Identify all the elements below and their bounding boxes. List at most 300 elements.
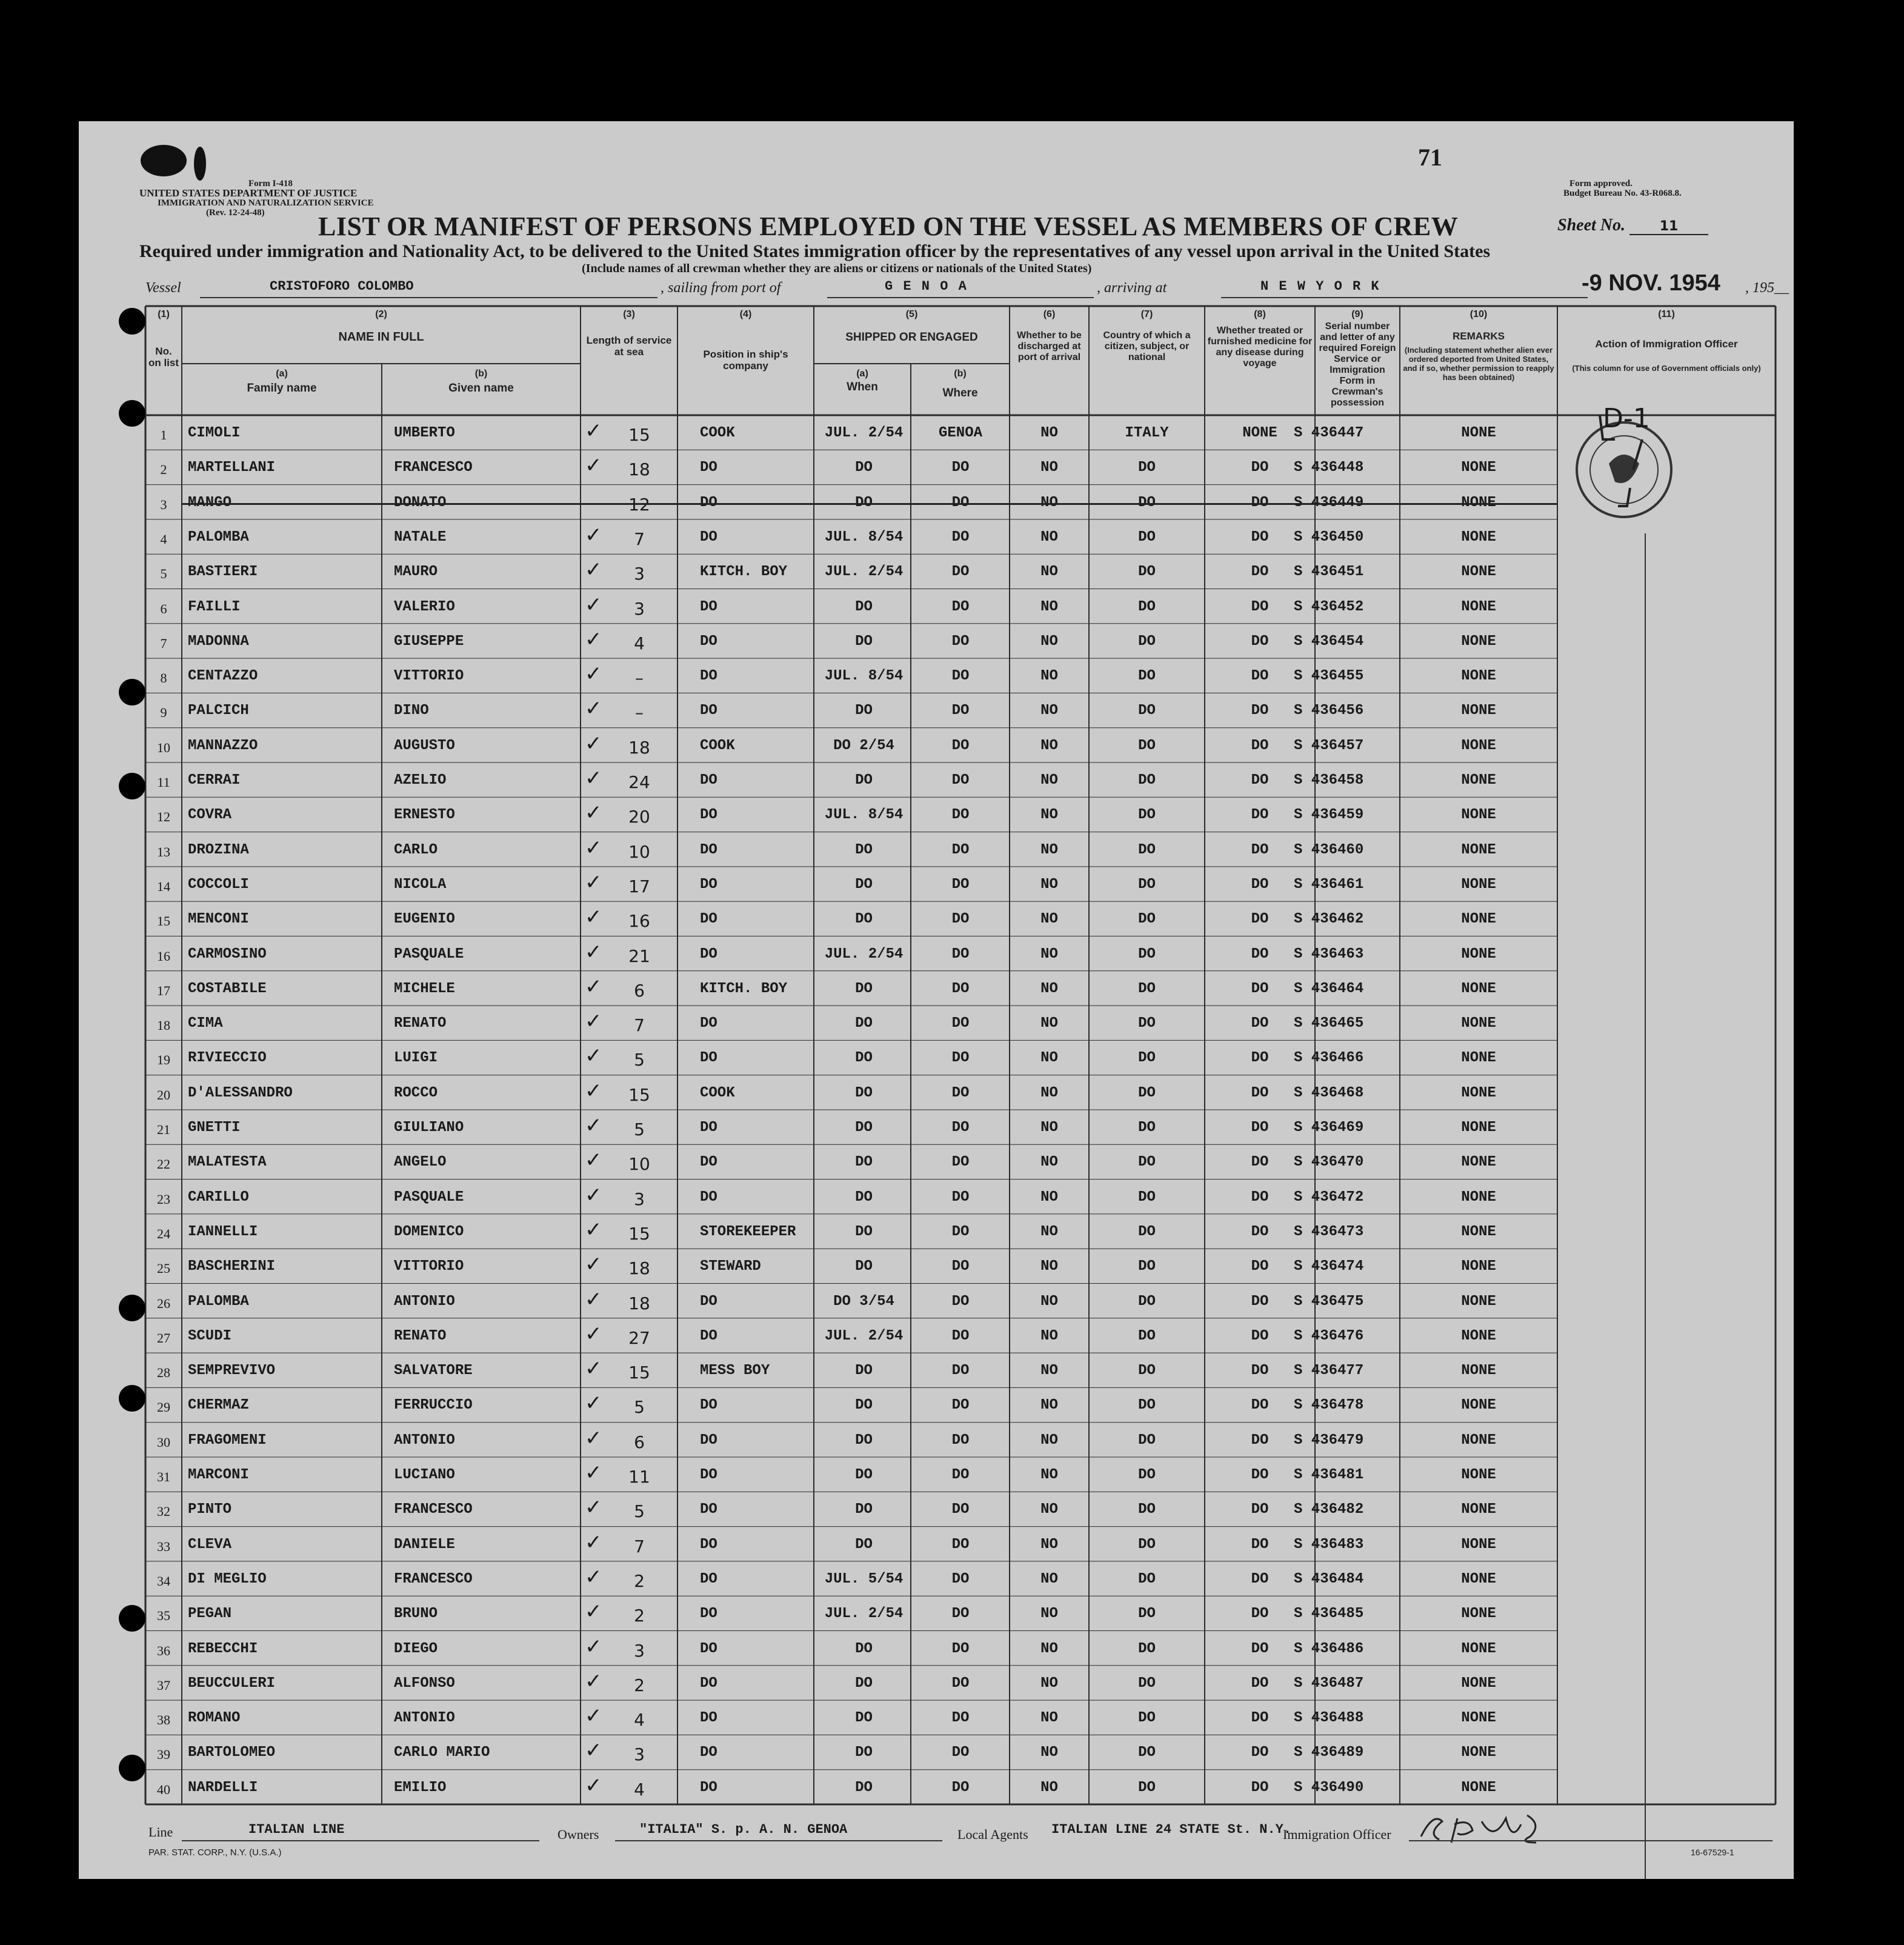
shipped-where: DO <box>951 459 970 476</box>
row-number: 27 <box>157 1330 170 1346</box>
table-row <box>79 1353 1794 1387</box>
shipped-when: DO <box>855 980 873 997</box>
remarks: NONE <box>1461 980 1496 997</box>
given-name: PASQUALE <box>394 1189 464 1206</box>
binder-hole <box>119 773 145 799</box>
position: DO <box>700 1327 717 1344</box>
check-mark: ✓ <box>585 1600 602 1624</box>
discharged: NO <box>1040 1570 1058 1587</box>
country: DO <box>1138 1293 1156 1310</box>
action-column-arrow <box>1636 533 1654 1879</box>
col-4-label: Position in ship's company <box>703 349 788 372</box>
family-name: IANNELLI <box>188 1223 258 1240</box>
service-length: 21 <box>628 946 650 966</box>
serial-number: S 436478 <box>1294 1397 1364 1414</box>
family-name: CENTAZZO <box>188 668 258 685</box>
port-to: N E W Y O R K <box>1260 279 1380 294</box>
check-mark: ✓ <box>585 1461 602 1485</box>
shipped-when: DO <box>855 1710 873 1727</box>
check-mark: ✓ <box>585 662 602 687</box>
shipped-when: JUL. 2/54 <box>824 946 904 962</box>
serial-number: S 436484 <box>1294 1570 1364 1587</box>
treated: DO <box>1251 1189 1269 1206</box>
discharged: NO <box>1040 494 1058 511</box>
remarks: NONE <box>1461 425 1496 441</box>
country: DO <box>1138 841 1156 858</box>
col-2b-num: (b) <box>474 369 488 379</box>
sheet-label: Sheet No. <box>1557 216 1625 235</box>
check-mark: ✓ <box>585 974 602 999</box>
treated: DO <box>1251 1432 1269 1449</box>
discharged: NO <box>1040 772 1058 789</box>
country: ITALY <box>1125 425 1169 441</box>
shipped-when: JUL. 2/54 <box>824 564 904 581</box>
remarks: NONE <box>1461 459 1496 476</box>
discharged: NO <box>1040 564 1058 581</box>
check-mark: ✓ <box>585 592 602 617</box>
service-length: 4 <box>634 1779 645 1800</box>
family-name: BEUCCULERI <box>188 1675 276 1692</box>
shipped-when: JUL. 8/54 <box>824 807 904 824</box>
discharged: NO <box>1040 633 1058 650</box>
shipped-when: DO <box>855 876 873 893</box>
shipped-where: DO <box>951 1536 970 1553</box>
serial-number: S 436454 <box>1294 633 1364 650</box>
family-name: RIVIECCIO <box>188 1050 267 1067</box>
check-mark: ✓ <box>585 1704 602 1729</box>
family-name: BASTIERI <box>188 564 258 581</box>
approval-line-1: Form approved. <box>1569 179 1633 188</box>
country: DO <box>1138 1536 1156 1553</box>
table-row <box>79 589 1794 624</box>
serial-number: S 436489 <box>1294 1744 1364 1761</box>
shipped-where: DO <box>951 876 970 893</box>
table-row <box>79 1110 1794 1144</box>
table-row <box>79 936 1794 971</box>
table-row <box>79 1770 1794 1804</box>
shipped-when: JUL. 5/54 <box>824 1570 904 1587</box>
treated: DO <box>1251 1154 1269 1171</box>
given-name: ANGELO <box>394 1154 447 1171</box>
shipped-where: DO <box>951 1710 970 1727</box>
col-9-label: Serial number and letter of any required Foreign Service or Immigration Form in Crewman's possession <box>1319 321 1396 408</box>
col-2a-label: Family name <box>247 382 317 395</box>
officer-signature <box>1415 1806 1548 1852</box>
position: DO <box>700 702 717 719</box>
discharged: NO <box>1040 1223 1058 1240</box>
family-name: MARTELLANI <box>188 459 276 476</box>
treated: DO <box>1251 598 1269 615</box>
remarks: NONE <box>1461 529 1496 545</box>
service-length: 2 <box>634 1675 645 1695</box>
shipped-when: JUL. 2/54 <box>824 425 904 441</box>
country: DO <box>1138 1189 1156 1206</box>
shipped-where: DO <box>951 598 970 615</box>
check-mark: ✓ <box>585 558 602 582</box>
given-name: FERRUCCIO <box>394 1397 473 1414</box>
shipped-when: DO <box>855 1467 873 1483</box>
row-number: 39 <box>157 1747 170 1763</box>
given-name: DANIELE <box>394 1536 455 1553</box>
family-name: NARDELLI <box>188 1779 258 1796</box>
shipped-where: DO <box>951 841 970 858</box>
country: DO <box>1138 1223 1156 1240</box>
service-length: 7 <box>634 529 645 549</box>
col-10-note: (Including statement whether alien ever ordered deported from United States, and if so, whether permission to reapply has been obtained) <box>1403 345 1554 382</box>
table-row <box>79 1040 1794 1075</box>
family-name: CIMOLI <box>188 425 241 441</box>
row-number: 16 <box>157 948 170 964</box>
treated: DO <box>1251 702 1269 719</box>
serial-number: S 436463 <box>1294 946 1364 962</box>
service-length: 18 <box>628 1293 650 1313</box>
shipped-when: DO 2/54 <box>833 737 894 754</box>
service-length: 15 <box>628 1084 650 1105</box>
remarks: NONE <box>1461 1432 1496 1449</box>
country: DO <box>1138 1501 1156 1518</box>
check-mark: ✓ <box>585 1356 602 1381</box>
remarks: NONE <box>1461 1363 1496 1380</box>
serial-number: S 436483 <box>1294 1536 1364 1553</box>
family-name: DI MEGLIO <box>188 1570 267 1587</box>
row-number: 22 <box>157 1156 170 1172</box>
shipped-where: DO <box>951 1397 970 1414</box>
table-row <box>79 1179 1794 1214</box>
arriving-label: , arriving at <box>1097 280 1167 296</box>
given-name: ROCCO <box>394 1084 438 1101</box>
treated: DO <box>1251 1084 1269 1101</box>
position: COOK <box>700 737 735 754</box>
discharged: NO <box>1040 1050 1058 1067</box>
row-number: 26 <box>157 1295 170 1311</box>
treated: DO <box>1251 1501 1269 1518</box>
officer-label: Immigration Officer <box>1283 1827 1391 1842</box>
col-5a-label: When <box>847 381 878 393</box>
family-name: MANNAZZO <box>188 737 258 754</box>
serial-number: S 436459 <box>1294 807 1364 824</box>
position: COOK <box>700 425 735 441</box>
binder-hole <box>119 1605 145 1632</box>
country: DO <box>1138 772 1156 789</box>
service-length: 7 <box>634 1536 645 1556</box>
discharged: NO <box>1040 1501 1058 1518</box>
country: DO <box>1138 1084 1156 1101</box>
shipped-when: DO <box>855 1397 873 1414</box>
family-name: CLEVA <box>188 1536 232 1553</box>
treated: DO <box>1251 876 1269 893</box>
country: DO <box>1138 911 1156 928</box>
position: DO <box>700 1675 717 1692</box>
service-length: 3 <box>634 1189 645 1209</box>
footer <box>148 1818 1773 1858</box>
table-row <box>79 415 1794 450</box>
table-row <box>79 519 1794 554</box>
remarks: NONE <box>1461 1327 1496 1344</box>
service-length: 18 <box>628 737 650 758</box>
shipped-where: DO <box>951 1119 970 1136</box>
position: STOREKEEPER <box>700 1223 796 1240</box>
position: DO <box>700 1050 717 1067</box>
treated: DO <box>1251 529 1269 545</box>
serial-number: S 436457 <box>1294 737 1364 754</box>
shipped-when: DO <box>855 772 873 789</box>
remarks: NONE <box>1461 1536 1496 1553</box>
discharged: NO <box>1040 1397 1058 1414</box>
table-row <box>79 728 1794 762</box>
treated: DO <box>1251 807 1269 824</box>
remarks: NONE <box>1461 1467 1496 1483</box>
serial-number: S 436475 <box>1294 1293 1364 1310</box>
position: DO <box>700 911 717 928</box>
serial-number: S 436485 <box>1294 1606 1364 1623</box>
family-name: GNETTI <box>188 1119 241 1136</box>
remarks: NONE <box>1461 841 1496 858</box>
country: DO <box>1138 980 1156 997</box>
treated: DO <box>1251 1050 1269 1067</box>
discharged: NO <box>1040 1675 1058 1692</box>
position: DO <box>700 668 717 685</box>
check-mark: ✓ <box>585 1738 602 1763</box>
row-number: 36 <box>157 1643 170 1658</box>
col-1-label: No. on list <box>148 345 179 369</box>
check-mark: ✓ <box>585 731 602 756</box>
family-name: D'ALESSANDRO <box>188 1084 293 1101</box>
shipped-where: DO <box>951 772 970 789</box>
discharged: NO <box>1040 1432 1058 1449</box>
family-name: PALCICH <box>188 702 249 719</box>
given-name: CARLO MARIO <box>394 1744 490 1761</box>
treated: DO <box>1251 911 1269 928</box>
remarks: NONE <box>1461 1015 1496 1032</box>
row-number: 37 <box>157 1677 170 1693</box>
position: DO <box>700 1501 717 1518</box>
discharged: NO <box>1040 1744 1058 1761</box>
treated: DO <box>1251 564 1269 581</box>
country: DO <box>1138 564 1156 581</box>
table-row <box>79 450 1794 484</box>
discharged: NO <box>1040 1467 1058 1483</box>
country: DO <box>1138 529 1156 545</box>
col-8-label: Whether treated or furnished medicine for any disease during voyage <box>1207 325 1313 369</box>
treated: DO <box>1251 633 1269 650</box>
position: DO <box>700 529 717 545</box>
agency-rev: (Rev. 12-24-48) <box>206 208 265 218</box>
service-length: 3 <box>634 1640 645 1661</box>
discharged: NO <box>1040 598 1058 615</box>
given-name: DIEGO <box>394 1640 438 1657</box>
serial-number: S 436451 <box>1294 564 1364 581</box>
discharged: NO <box>1040 1154 1058 1171</box>
approval-line-2: Budget Bureau No. 43-R068.8. <box>1563 188 1682 198</box>
check-mark: ✓ <box>585 627 602 652</box>
serial-number: S 436465 <box>1294 1015 1364 1032</box>
service-length: 17 <box>628 876 650 896</box>
table-row <box>79 797 1794 832</box>
printer-line: PAR. STAT. CORP., N.Y. (U.S.A.) <box>148 1847 282 1858</box>
service-length: 2 <box>634 1570 645 1591</box>
col-10-label: REMARKS <box>1453 330 1505 342</box>
col-5b-num: (b) <box>954 369 967 379</box>
strike-through-line <box>182 503 1557 505</box>
col-6-label: Whether to be discharged at port of arrival <box>1017 330 1082 362</box>
shipped-when: DO <box>855 1015 873 1032</box>
discharged: NO <box>1040 807 1058 824</box>
treated: DO <box>1251 1536 1269 1553</box>
family-name: BARTOLOMEO <box>188 1744 276 1761</box>
country: DO <box>1138 1779 1156 1796</box>
given-name: NATALE <box>394 529 447 545</box>
family-name: COCCOLI <box>188 876 249 893</box>
row-number: 28 <box>157 1365 170 1381</box>
serial-number: S 436487 <box>1294 1675 1364 1692</box>
remarks: NONE <box>1461 807 1496 824</box>
discharged: NO <box>1040 529 1058 545</box>
sheet-value: 11 <box>1629 219 1708 235</box>
treated: DO <box>1251 1606 1269 1623</box>
treated: DO <box>1251 1675 1269 1692</box>
row-number: 23 <box>157 1191 170 1207</box>
service-length: 24 <box>628 772 650 792</box>
position: DO <box>700 494 717 511</box>
col-2a-num: (a) <box>276 369 288 379</box>
shipped-where: DO <box>951 1015 970 1032</box>
serial-number: S 436486 <box>1294 1640 1364 1657</box>
treated: DO <box>1251 1744 1269 1761</box>
row-number: 7 <box>160 635 167 651</box>
discharged: NO <box>1040 1779 1058 1796</box>
country: DO <box>1138 1363 1156 1380</box>
given-name: AUGUSTO <box>394 737 455 754</box>
service-length: 5 <box>634 1397 645 1418</box>
immigration-stamp <box>1557 403 1691 524</box>
family-name: PALOMBA <box>188 1293 249 1310</box>
table-row <box>79 832 1794 867</box>
country: DO <box>1138 1119 1156 1136</box>
check-mark: ✓ <box>585 1426 602 1450</box>
remarks: NONE <box>1461 911 1496 928</box>
check-mark: ✓ <box>585 1287 602 1312</box>
shipped-where: DO <box>951 807 970 824</box>
discharged: NO <box>1040 1710 1058 1727</box>
family-name: CERRAI <box>188 772 241 789</box>
position: DO <box>700 1154 717 1171</box>
owners-label: Owners <box>558 1827 599 1842</box>
remarks: NONE <box>1461 494 1496 511</box>
serial-number: S 436470 <box>1294 1154 1364 1171</box>
check-mark: ✓ <box>585 1044 602 1069</box>
check-mark: ✓ <box>585 1321 602 1346</box>
family-name: FAILLI <box>188 598 241 615</box>
check-mark: ✓ <box>585 1009 602 1034</box>
remarks: NONE <box>1461 1189 1496 1206</box>
given-name: UMBERTO <box>394 425 455 441</box>
position: DO <box>700 1189 717 1206</box>
treated: DO <box>1251 494 1269 511</box>
position: DO <box>700 633 717 650</box>
shipped-where: DO <box>951 911 970 928</box>
remarks: NONE <box>1461 737 1496 754</box>
discharged: NO <box>1040 737 1058 754</box>
country: DO <box>1138 459 1156 476</box>
shipped-where: DO <box>951 564 970 581</box>
discharged: NO <box>1040 1119 1058 1136</box>
check-mark: ✓ <box>585 453 602 478</box>
country: DO <box>1138 1606 1156 1623</box>
serial-number: S 436469 <box>1294 1119 1364 1136</box>
discharged: NO <box>1040 459 1058 476</box>
port-from: G E N O A <box>885 279 968 294</box>
discharged: NO <box>1040 876 1058 893</box>
service-length: 5 <box>634 1050 645 1070</box>
col-5a-num: (a) <box>856 369 868 379</box>
table-row <box>79 485 1794 519</box>
serial-number: S 436479 <box>1294 1432 1364 1449</box>
discharged: NO <box>1040 1189 1058 1206</box>
row-number: 9 <box>160 705 167 721</box>
col-7-label: Country of which a citizen, subject, or national <box>1103 330 1191 362</box>
given-name: CARLO <box>394 841 438 858</box>
country: DO <box>1138 1640 1156 1657</box>
serial-number: S 436474 <box>1294 1258 1364 1275</box>
row-number: 12 <box>157 809 170 825</box>
given-name: VITTORIO <box>394 668 464 685</box>
discharged: NO <box>1040 1640 1058 1657</box>
row-number: 4 <box>160 531 167 547</box>
row-number: 2 <box>160 462 167 478</box>
remarks: NONE <box>1461 1640 1496 1657</box>
shipped-where: DO <box>951 1432 970 1449</box>
vessel-name: CRISTOFORO COLOMBO <box>270 279 414 294</box>
given-name: FRANCESCO <box>394 1501 473 1518</box>
col-5-label: SHIPPED OR ENGAGED <box>845 331 978 344</box>
position: DO <box>700 1536 717 1553</box>
position: STEWARD <box>700 1258 761 1275</box>
position: DO <box>700 459 717 476</box>
position: DO <box>700 1744 717 1761</box>
shipped-when: DO <box>855 911 873 928</box>
shipped-where: DO <box>951 1189 970 1206</box>
col-5b-label: Where <box>942 387 978 399</box>
position: DO <box>700 876 717 893</box>
service-length: 7 <box>634 1015 645 1036</box>
country: DO <box>1138 1710 1156 1727</box>
check-mark: ✓ <box>585 1669 602 1693</box>
shipped-when: DO <box>855 633 873 650</box>
country: DO <box>1138 598 1156 615</box>
shipped-when: JUL. 2/54 <box>824 1606 904 1623</box>
position: DO <box>700 946 717 962</box>
treated: DO <box>1251 737 1269 754</box>
row-number: 30 <box>157 1434 170 1450</box>
remarks: NONE <box>1461 876 1496 893</box>
table-row <box>79 1284 1794 1318</box>
col-10-num: (10) <box>1470 309 1488 319</box>
row-number: 19 <box>157 1052 170 1068</box>
remarks: NONE <box>1461 1570 1496 1587</box>
row-number: 5 <box>160 566 167 582</box>
serial-number: S 436468 <box>1294 1084 1364 1101</box>
country: DO <box>1138 1258 1156 1275</box>
shipped-where: DO <box>951 1467 970 1483</box>
remarks: NONE <box>1461 1119 1496 1136</box>
given-name: GIULIANO <box>394 1119 464 1136</box>
given-name: VITTORIO <box>394 1258 464 1275</box>
shipped-where: DO <box>951 1363 970 1380</box>
remarks: NONE <box>1461 668 1496 685</box>
check-mark: ✓ <box>585 1252 602 1277</box>
remarks: NONE <box>1461 1606 1496 1623</box>
given-name: DINO <box>394 702 429 719</box>
